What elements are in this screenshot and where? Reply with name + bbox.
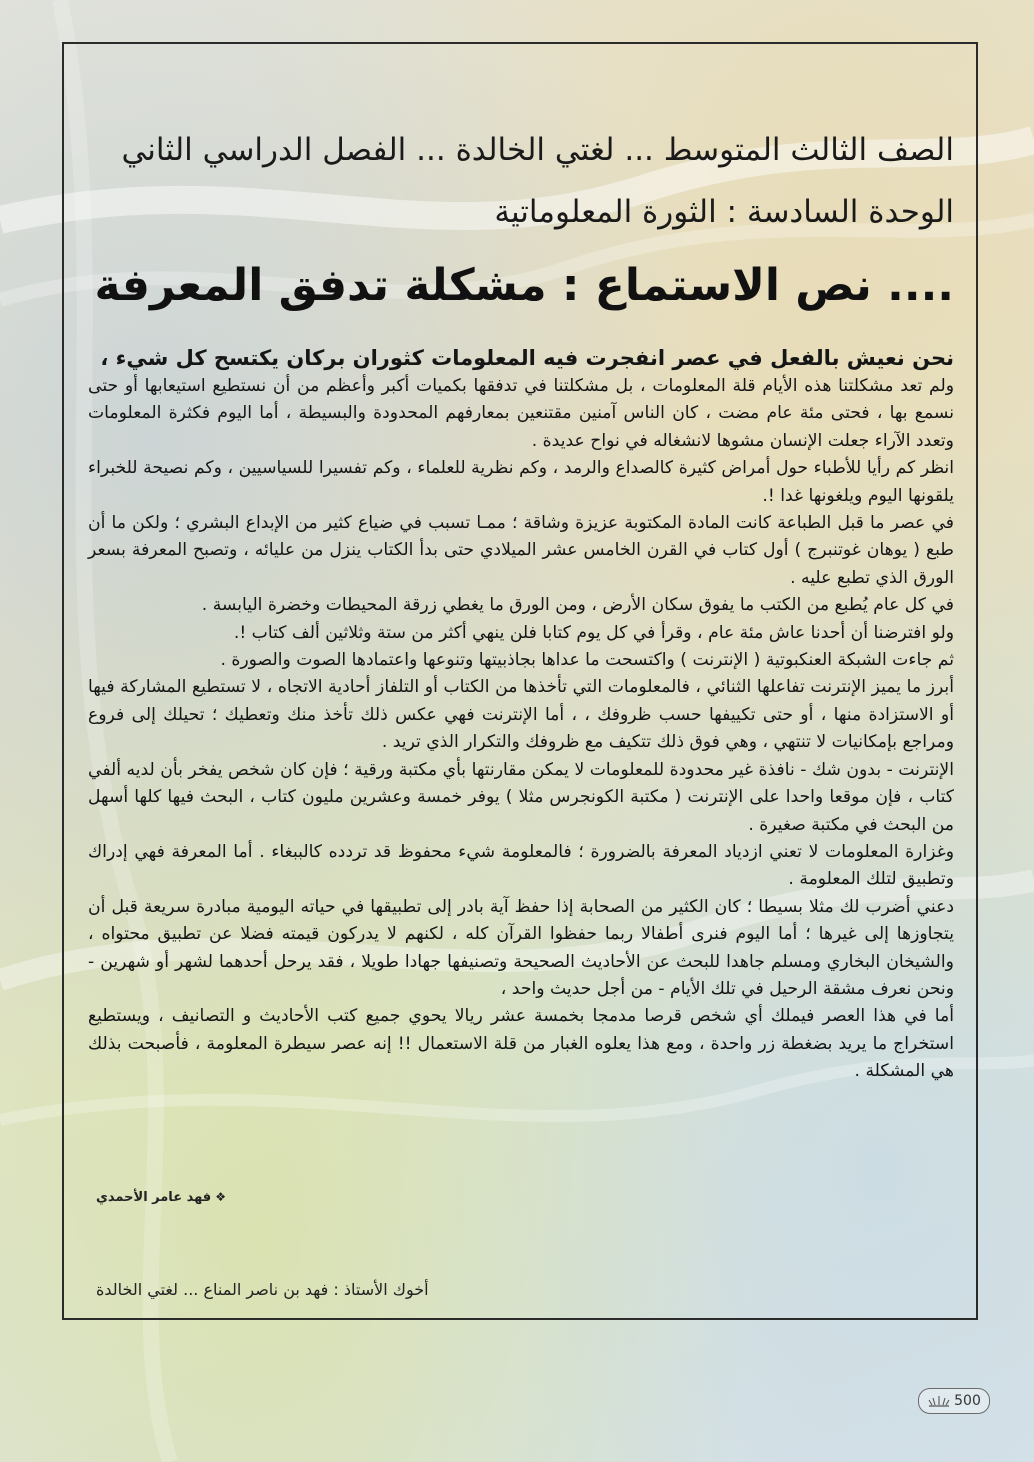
page-number-badge [918,1388,990,1414]
page-number: 500 [954,1393,981,1409]
body-paragraph: ولو افترضنا أن أحدنا عاش مئة عام ، وقرأ في كل يوم كتابا فلن ينهي أكثر من ستة وثلاثين ألف كتاب !. [233,622,954,643]
teacher-signature: أخوك الأستاذ : فهد بن ناصر المناع ... لغتي الخالدة [96,1280,429,1299]
worksheet-content [88,130,954,1086]
body-paragraph: دعني أضرب لك مثلا بسيطا ؛ كان الكثير من الصحابة إذا حفظ آية بادر إلى تطبيقها في حياته اليومية مبادرة سريعة قبل أن يتجاوزها إلى غيرها ؛ أما اليوم فنرى أطفالا ربما حفظوا القرآن كله ، لكنهم لا يدركون قيمته فضلا عن تطبيق محتواه ، والشيخان البخاري ومسلم جاهدا للبحث عن الأحاديث الصحيحة وتصنيفها جهادا طويلا ، فقد يرحل أحدهما لشهر أو شهرين - ونحن نعرف مشقة الرحيل في تلك الأيام - من أجل حديث واحد ، [88,896,954,999]
body-paragraph: وغزارة المعلومات لا تعني ازدياد المعرفة بالضرورة ؛ فالمعلومة شيء محفوظ قد تردده كالببغاء . أما المعرفة فهي إدراك وتطبيق لتلك المعلومة . [88,841,954,890]
body-paragraph: أبرز ما يميز الإنترنت تفاعلها الثنائي ، فالمعلومات التي تأخذها من الكتاب أو التلفاز أحادية الاتجاه ، لا تستطيع المشاركة فيها أو الاستزادة منها ، أو حتى تكييفها حسب ظروفك ، ، أما الإنترنت فهي عكس ذلك تأخذ منك وتعطيك ؛ تحيلك إلى فروع ومراجع بإمكانيات لا تنتهي ، وهي فوق ذلك تتكيف مع ظروفك والتكرار الذي تريد . [88,677,954,753]
body-paragraph: نحن نعيش بالفعل في عصر انفجرت فيه المعلومات كثوران بركان يكتسح كل شيء ، [100,346,954,370]
diamond-bullet-icon: ❖ [215,1190,226,1204]
body-paragraph: ولم تعد مشكلتنا هذه الأيام قلة المعلومات ، بل مشكلتنا في تدفقها بكميات أكبر وأعظم من أن نستطيع استيعابها أو حتى نسمع بها ، فحتى مئة عام مضت ، كان الناس آمنين مقتنعين بمعارفهم المحدودة والبسيطة ، أما اليوم فكثرة المعلومات وتعدد الآراء جعلت الإنسان مشوها لانشغاله في نواح عديدة . [88,376,954,451]
listening-text-body [88,343,954,1086]
body-paragraph: الإنترنت - بدون شك - نافذة غير محدودة للمعلومات لا يمكن مقارنتها بأي مكتبة ورقية ؛ فإن كان شخص يفخر بأن لديه ألفي كتاب ، فإن موقعا واحدا على الإنترنت ( مكتبة الكونجرس مثلا ) يوفر خمسة وعشرين مليون كتاب ، البحث فيها كلها أسهل من البحث في مكتبة صغيرة . [88,759,954,835]
body-paragraph: أما في هذا العصر فيملك أي شخص قرصا مدمجا بخمسة عشر ريالا يحوي جميع كتب الأحاديث و التصانيف ، ويستطيع استخراج ما يريد بضغطة زر واحدة ، ومع هذا يعلوه الغبار من قلة الاستعمال !! إنه عصر سيطرة المعلومة ، فأصبحت بذلك هي المشكلة . [88,1006,954,1082]
body-paragraph: في كل عام يُطبع من الكتب ما يفوق سكان الأرض ، ومن الورق ما يغطي زرقة المحيطات وخضرة اليابسة . [201,595,954,616]
author-credit [96,1190,226,1205]
body-paragraph: ثم جاءت الشبكة العنكبوتية ( الإنترنت ) واكتسحت ما عداها بجاذبيتها وتنوعها واعتمادها الصوت والصورة . [220,650,954,671]
unit-header: الوحدة السادسة : الثورة المعلوماتية [494,194,954,230]
listening-text-title: .... نص الاستماع : مشكلة تدفق المعرفة [94,260,954,311]
author-name: فهد عامر الأحمدي [96,1190,212,1205]
course-header: الصف الثالث المتوسط ... لغتي الخالدة ... الفصل الدراسي الثاني [121,132,954,168]
body-paragraph: في عصر ما قبل الطباعة كانت المادة المكتوبة عزيزة وشاقة ؛ ممـا تسبب في ضياع كثير من الإبداع البشري ؛ ولكن ما أن طبع ( يوهان غوتنبرج ) أول كتاب في القرن الخامس عشر الميلادي حتى بدأ الكتاب ينزل من عليائه ، وتصبح المعرفة بسعر الورق الذي تطبع عليه . [88,513,954,588]
ornament-icon [927,1394,951,1408]
body-paragraph: انظر كم رأيا للأطباء حول أمراض كثيرة كالصداع والرمد ، وكم نظرية للعلماء ، وكم تفسيرا للسياسيين ، وكم نصيحة للخبراء يلقونها اليوم ويلغونها غدا !. [88,458,954,506]
